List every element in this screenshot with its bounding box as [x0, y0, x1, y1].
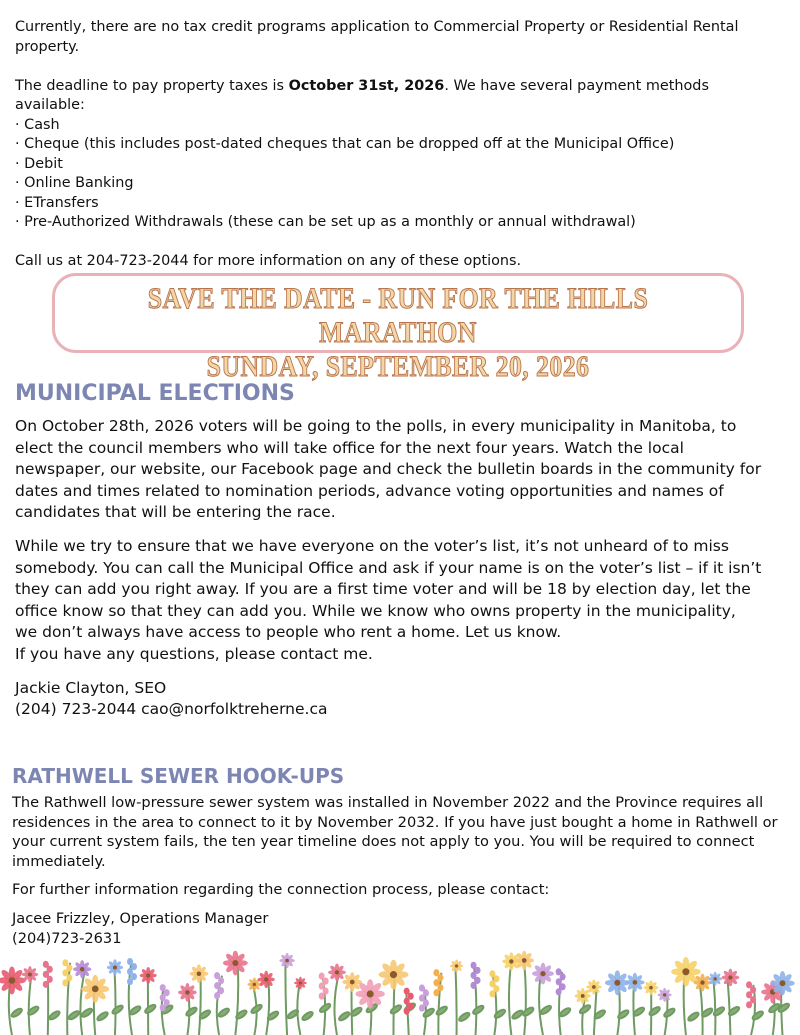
flower-center [197, 971, 202, 976]
flower-stem [80, 969, 85, 1035]
flower-stem [524, 960, 526, 1035]
elections-contact-line: (204) 723-2044 cao@norfolktreherne.ca [15, 700, 328, 719]
flower-center [185, 990, 190, 995]
flower-center [633, 980, 638, 985]
flower-center [581, 994, 585, 998]
flower-leaf [633, 1006, 646, 1017]
flower-stem [713, 979, 715, 1035]
flower-leaf [111, 1004, 124, 1015]
elections-paragraph-1: On October 28th, 2026 voters will be going to the polls, in every municipality in Manitoba, to elect the council members who will take office for the next four years. Watch the local newspaper, our website, our Facebook page and check the bulletin boards in the community for dates and times related to nomination periods, advance voting opportunities and names of candidates that will be entering the race. [15, 417, 762, 522]
flower-leaf [559, 1007, 572, 1018]
flower-spike-bud [419, 1004, 425, 1011]
sewer-paragraph-1: The Rathwell low-pressure sewer system was installed in November 2022 and the Province requires all residences in the area to connect to it by November 2032. If you have just bought a home in Rathwell or your current system fails, the ten year timeline does not apply to you. You will be required to connect immediately. [12, 794, 778, 870]
flower-leaf [96, 1011, 109, 1022]
flower-spike-bud [489, 990, 495, 997]
flower-center [540, 971, 545, 976]
flower-center [682, 968, 689, 975]
flower-leaf [68, 1010, 81, 1021]
flower-spike-bud [404, 1008, 410, 1015]
flower-spike-bud [319, 992, 325, 999]
flower-leaf [81, 1007, 94, 1018]
flower-center [390, 971, 397, 978]
elections-section [15, 416, 762, 721]
banner-line-1: SAVE THE DATE - RUN FOR THE HILLS MARATHON [147, 282, 649, 349]
banner-line-2: SUNDAY, SEPTEMBER 20, 2026 [206, 350, 590, 383]
flower-leaf [751, 1010, 764, 1021]
sewer-heading: RATHWELL SEWER HOOK-UPS [12, 764, 345, 788]
list-item: · Cheque (this includes post-dated cheques that can be dropped off at the Municipal Office) [15, 135, 770, 155]
wildflower-border-image [0, 948, 800, 1035]
flower-stem [455, 966, 456, 1035]
flower-leaf [648, 1006, 661, 1017]
deadline-date: October 31st, 2026 [288, 77, 445, 94]
flower-center [367, 990, 374, 997]
flower-center [728, 975, 732, 979]
elections-heading: MUNICIPAL ELECTIONS [15, 381, 295, 406]
flower-leaf [338, 1011, 351, 1022]
flower-leaf [687, 1011, 700, 1022]
flower-center [614, 980, 620, 986]
deadline-post: . We have several payment methods available: [15, 77, 709, 113]
flower-stem [285, 961, 287, 1035]
flower-leaf [185, 1006, 198, 1017]
elections-contact-name: Jackie Clayton, SEO [15, 678, 167, 697]
flower-leaf [301, 1011, 314, 1022]
flower-leaf [458, 1011, 471, 1022]
flower-spike-bud [214, 992, 220, 999]
tax-section [15, 18, 770, 272]
flower-center [700, 980, 704, 984]
flower-center [146, 973, 150, 977]
flower-spike-bud [127, 978, 133, 985]
sewer-contact-name: Jacee Frizzley, Operations Manager [12, 909, 269, 927]
list-item: · Debit [15, 155, 770, 175]
flower-center [455, 964, 458, 967]
flower-leaf [48, 1010, 61, 1021]
sewer-section [12, 793, 786, 948]
tax-deadline [15, 77, 770, 116]
flower-center [663, 993, 666, 996]
flower-spike-bud [62, 979, 68, 986]
flower-spike-bud [556, 988, 562, 995]
flower-center [232, 960, 238, 966]
flower-leaf [217, 1007, 230, 1018]
list-item: · Pre-Authorized Withdrawals (these can be set up as a monthly or annual withdrawal) [15, 213, 770, 233]
flower-center [509, 959, 513, 963]
sewer-contact-phone: (204)723-2631 [12, 929, 122, 947]
sewer-paragraph-2: For further information regarding the connection process, please contact: [12, 881, 550, 899]
flower-leaf [129, 1005, 142, 1016]
flower-center [713, 977, 716, 980]
flower-stem [334, 972, 339, 1035]
deadline-pre: The deadline to pay property taxes is [15, 77, 289, 94]
elections-paragraph-2: While we try to ensure that we have everyone on the voter’s list, it’s not unheard of to miss somebody. You can call the Municipal Office and ask if your name is on the voter’s list – if it isn’t they can add you right away. If you are a first time voter and will be 18 by election day, let the office know so that they can add you. While we know who owns property in the municipality, we don’t always have access to people who rent a home. Let us know. [15, 536, 762, 642]
flower-spike-bud [43, 981, 49, 988]
list-item: · ETransfers [15, 194, 770, 214]
flower-center [9, 977, 16, 984]
flower-center [285, 959, 289, 963]
payment-methods-list [15, 116, 770, 233]
flower-leaf [319, 1002, 332, 1013]
flower-center [592, 985, 596, 989]
flower-center [649, 986, 653, 990]
flower-center [80, 967, 84, 971]
flower-stem [509, 961, 511, 1035]
flower-leaf [539, 1004, 552, 1015]
flower-center [335, 970, 339, 974]
flower-leaf [511, 1009, 524, 1020]
flower-center [253, 983, 256, 986]
flower-leaf [390, 1004, 403, 1015]
list-item: · Online Banking [15, 174, 770, 194]
flower-leaf [144, 1003, 157, 1014]
flower-spike-bud [160, 1004, 166, 1011]
flower-leaf [522, 1006, 535, 1017]
flower-center [350, 980, 355, 985]
flower-center [299, 981, 302, 984]
elections-paragraph-3: If you have any questions, please contact me. [15, 644, 373, 663]
tax-intro: Currently, there are no tax credit programs application to Commercial Property or Residential Rental property. [15, 19, 739, 55]
flower-center [92, 986, 99, 993]
save-the-date-banner [52, 273, 744, 383]
flower-leaf [579, 1004, 592, 1015]
flower-center [264, 977, 268, 981]
flower-leaf [250, 1003, 263, 1014]
flower-leaf [435, 1005, 448, 1016]
flower-spike-bud [746, 1001, 752, 1008]
flower-spike-bud [433, 989, 439, 996]
tax-call: Call us at 204-723-2044 for more information on any of these options. [15, 253, 522, 269]
flower-stem [29, 974, 32, 1035]
flower-leaf [663, 1007, 676, 1018]
flower-stem [297, 983, 300, 1035]
flower-center [522, 958, 527, 963]
flower-center [113, 965, 117, 969]
list-item: · Cash [15, 116, 770, 136]
flower-leaf [472, 1004, 485, 1015]
flower-center [780, 980, 786, 986]
flower-stem [114, 967, 115, 1035]
flower-spike-bud [471, 982, 477, 989]
flower-center [28, 972, 32, 976]
flower-leaf [10, 1007, 23, 1018]
